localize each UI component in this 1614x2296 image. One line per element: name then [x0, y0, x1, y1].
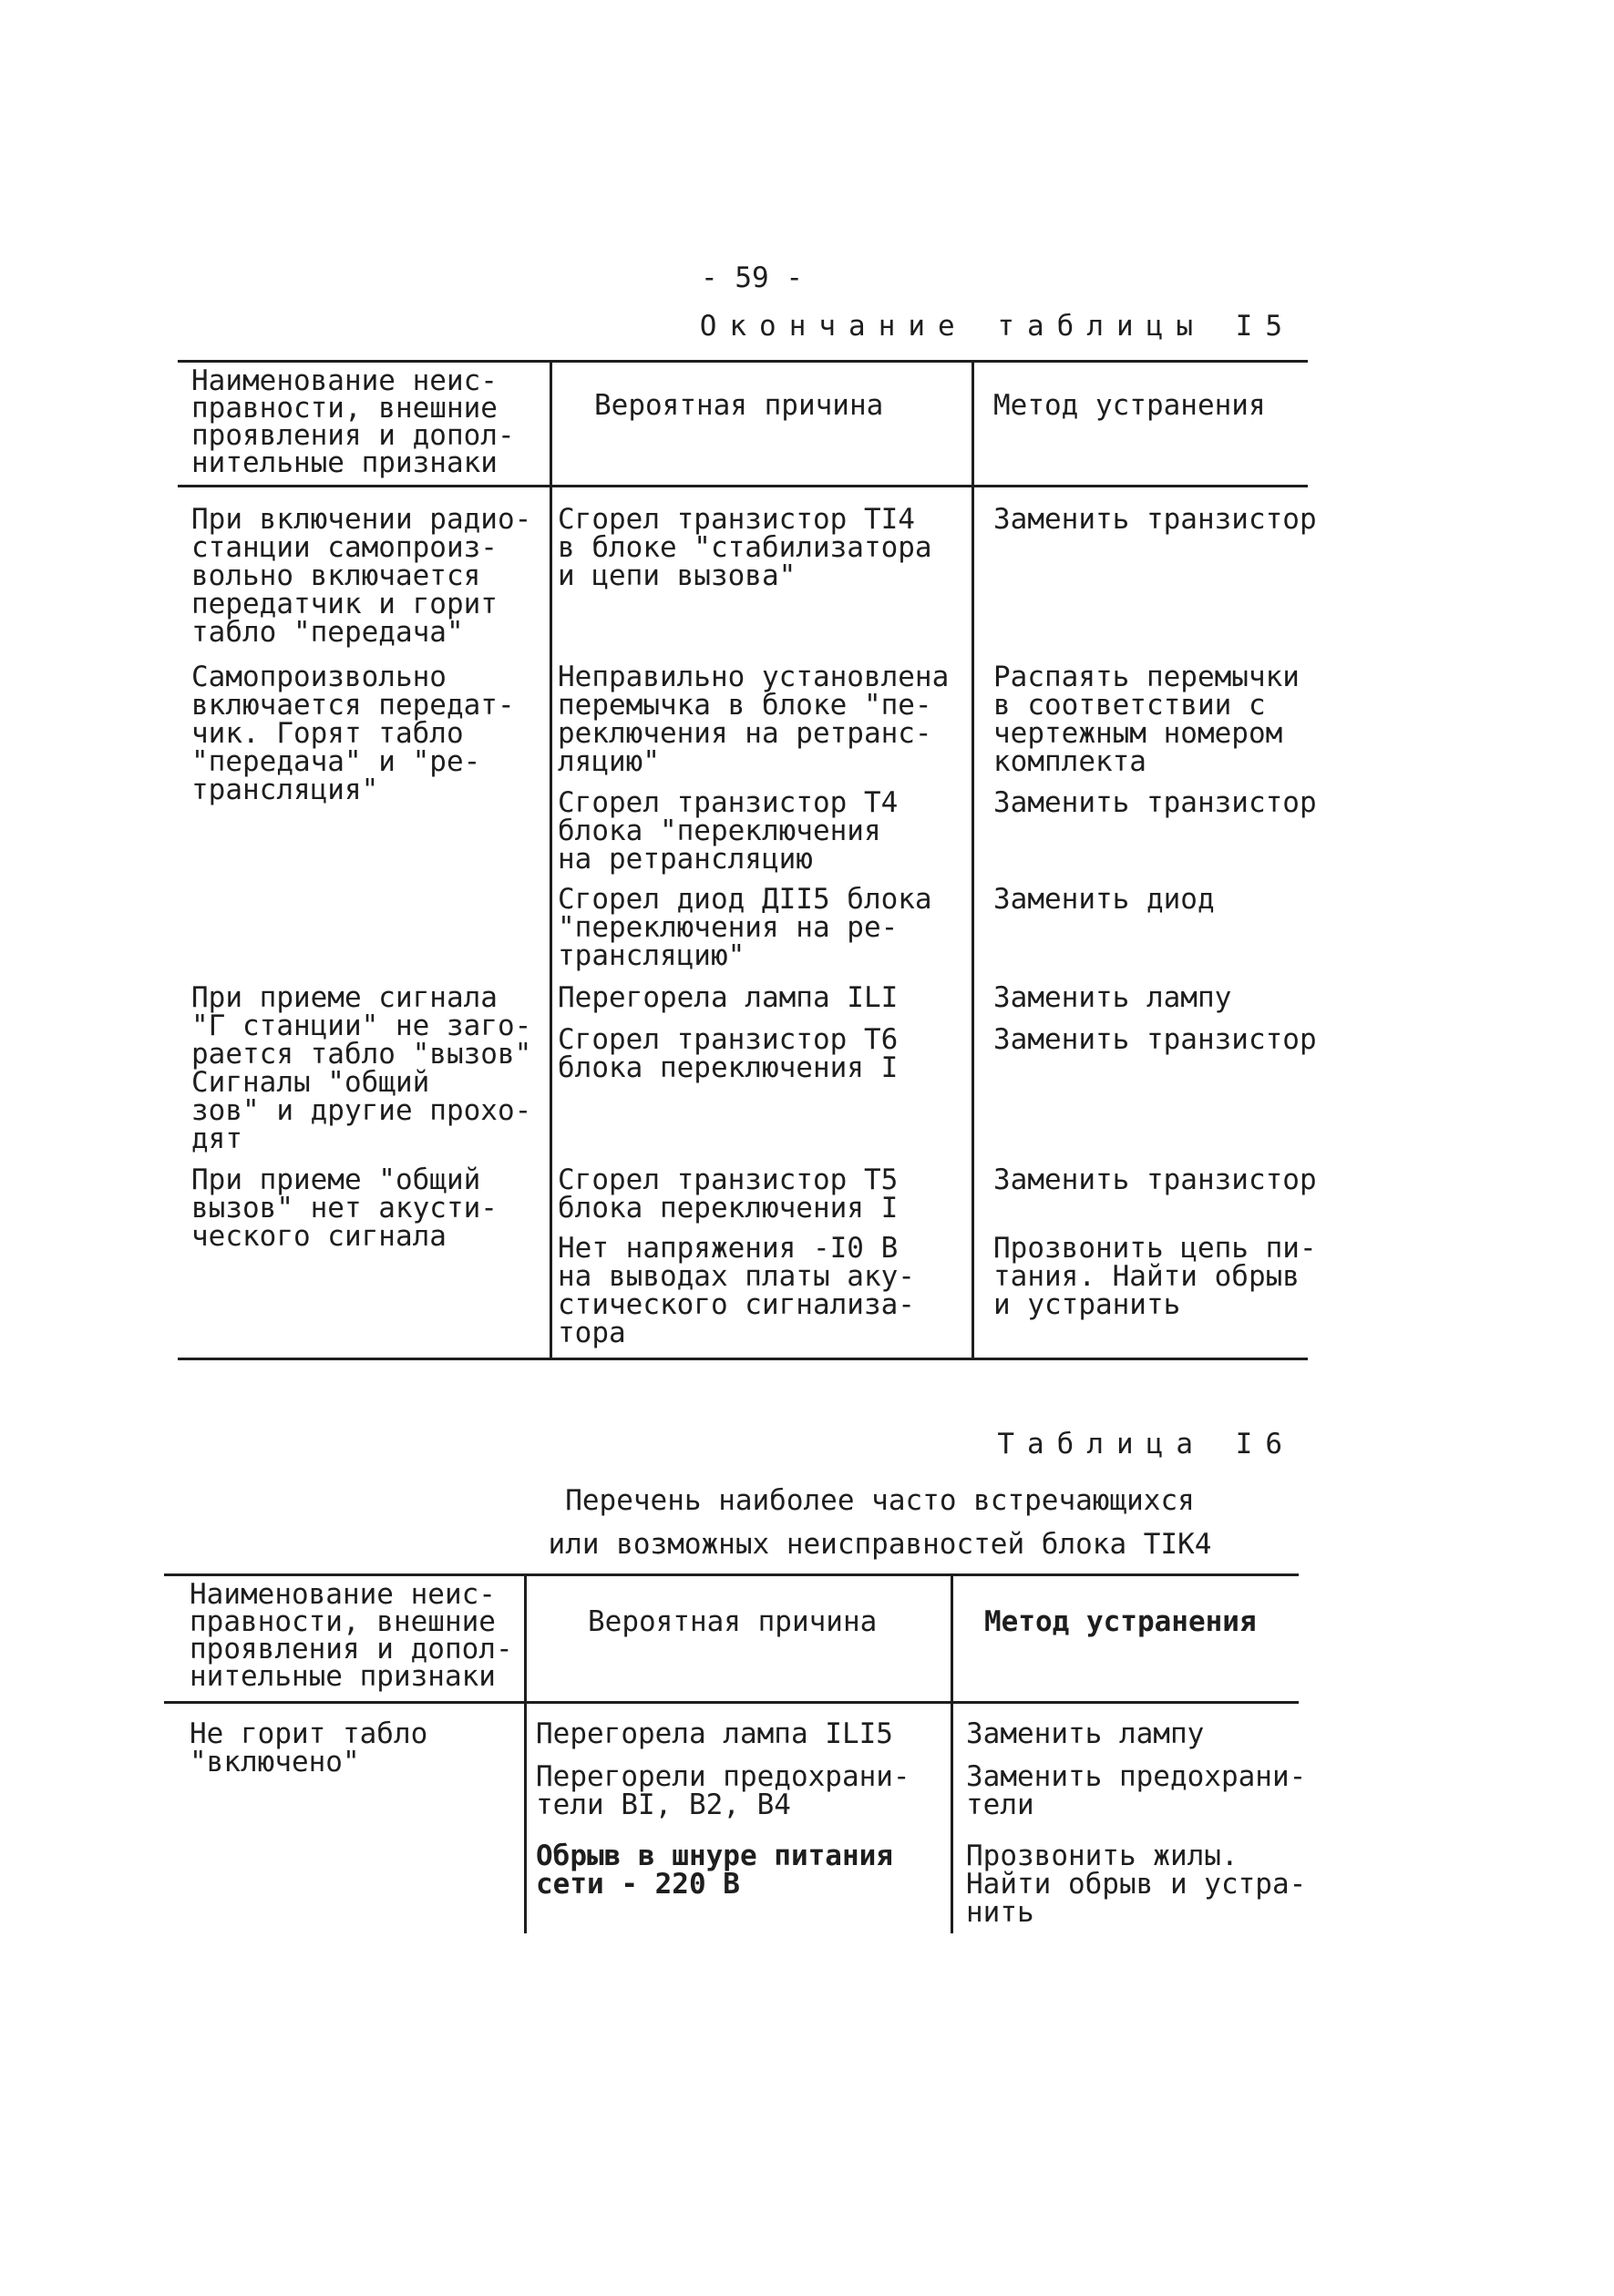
table-row-fix: Прозвонить цепь пи- тания. Найти обрыв и устранить — [993, 1232, 1317, 1321]
table-15-caption: Окончание таблицы I5 — [699, 310, 1295, 343]
table-row-fix: Заменить транзистор — [993, 786, 1317, 819]
header-bottom-rule — [164, 1701, 1299, 1704]
header-cause: Вероятная причина — [588, 1605, 878, 1638]
table-row-fix: Заменить диод — [993, 883, 1215, 916]
header-symptom: Наименование неис- правности, внешние проявления и допол- нительные признаки — [191, 364, 515, 479]
table-row-symptom: При включении радио- станции самопроиз- вольно включается передатчик и горит табло "передача" — [191, 503, 532, 649]
header-fix: Метод устранения — [984, 1605, 1257, 1638]
table-top-rule — [164, 1573, 1299, 1576]
column-divider — [951, 1573, 953, 1933]
header-bottom-rule — [178, 485, 1308, 487]
table-16-subtitle: или возможных неисправностей блока TIK4 — [548, 1528, 1212, 1561]
table-row-cause: Неправильно установлена перемычка в блоке "пе- реключения на ретранс- ляцию" — [558, 661, 950, 778]
table-row-cause: Перегорела лампа ILI5 — [536, 1717, 893, 1750]
page-number: - 59 - — [701, 261, 803, 294]
table-row-symptom: Самопроизвольно включается передат- чик. Горят табло "передача" и "ре- трансляция" — [191, 661, 515, 806]
column-divider — [971, 360, 974, 1358]
table-row-cause: Обрыв в шнуре питания сети - 220 В — [536, 1840, 893, 1901]
table-row-cause: Сгорел транзистор TI4 в блоке "стабилизатора и цепи вызова" — [558, 503, 932, 592]
table-16-subtitle: Перечень наиболее часто встречающихся — [565, 1484, 1195, 1517]
table-16-caption: Таблица I6 — [997, 1428, 1295, 1461]
table-row-fix: Заменить транзистор — [993, 1163, 1317, 1196]
table-row-symptom: При приеме сигнала "Г станции" не заго- рается табло "вызов" Сигналы "общий зов" и другие прохо- дят — [191, 981, 532, 1155]
table-row-fix: Заменить лампу — [993, 981, 1232, 1014]
table-bottom-rule — [178, 1358, 1308, 1360]
table-row-symptom: Не горит табло "включено" — [190, 1717, 428, 1778]
table-row-cause: Перегорели предохрани- тели BI, B2, B4 — [536, 1760, 910, 1821]
header-symptom: Наименование неис- правности, внешние проявления и допол- нительные признаки — [190, 1578, 513, 1693]
table-row-cause: Перегорела лампа ILI — [558, 981, 899, 1014]
column-divider — [550, 360, 552, 1358]
table-row-fix: Заменить лампу — [966, 1717, 1205, 1750]
table-row-fix: Заменить предохрани- тели — [966, 1760, 1307, 1821]
table-row-cause: Сгорел транзистор T4 блока "переключения на ретрансляцию — [558, 786, 899, 876]
table-row-cause: Сгорел диод ДII5 блока "переключения на ре- трансляцию" — [558, 883, 932, 972]
table-row-symptom: При приеме "общий вызов" нет акусти- ческого сигнала — [191, 1163, 498, 1253]
header-fix: Метод устранения — [993, 389, 1266, 422]
table-row-fix: Заменить транзистор — [993, 1023, 1317, 1056]
table-row-cause: Сгорел транзистор T5 блока переключения I — [558, 1163, 899, 1225]
header-cause: Вероятная причина — [594, 389, 884, 422]
table-row-cause: Нет напряжения -I0 В на выводах платы аку- стического сигнализа- тора — [558, 1232, 915, 1349]
table-row-cause: Сгорел транзистор T6 блока переключения I — [558, 1023, 899, 1084]
table-row-fix: Заменить транзистор — [993, 503, 1317, 536]
table-row-fix: Прозвонить жилы. Найти обрыв и устра- нить — [966, 1840, 1307, 1929]
table-top-rule — [178, 360, 1308, 363]
column-divider — [524, 1573, 527, 1933]
table-row-fix: Распаять перемычки в соответствии с чертежным номером комплекта — [993, 661, 1300, 778]
